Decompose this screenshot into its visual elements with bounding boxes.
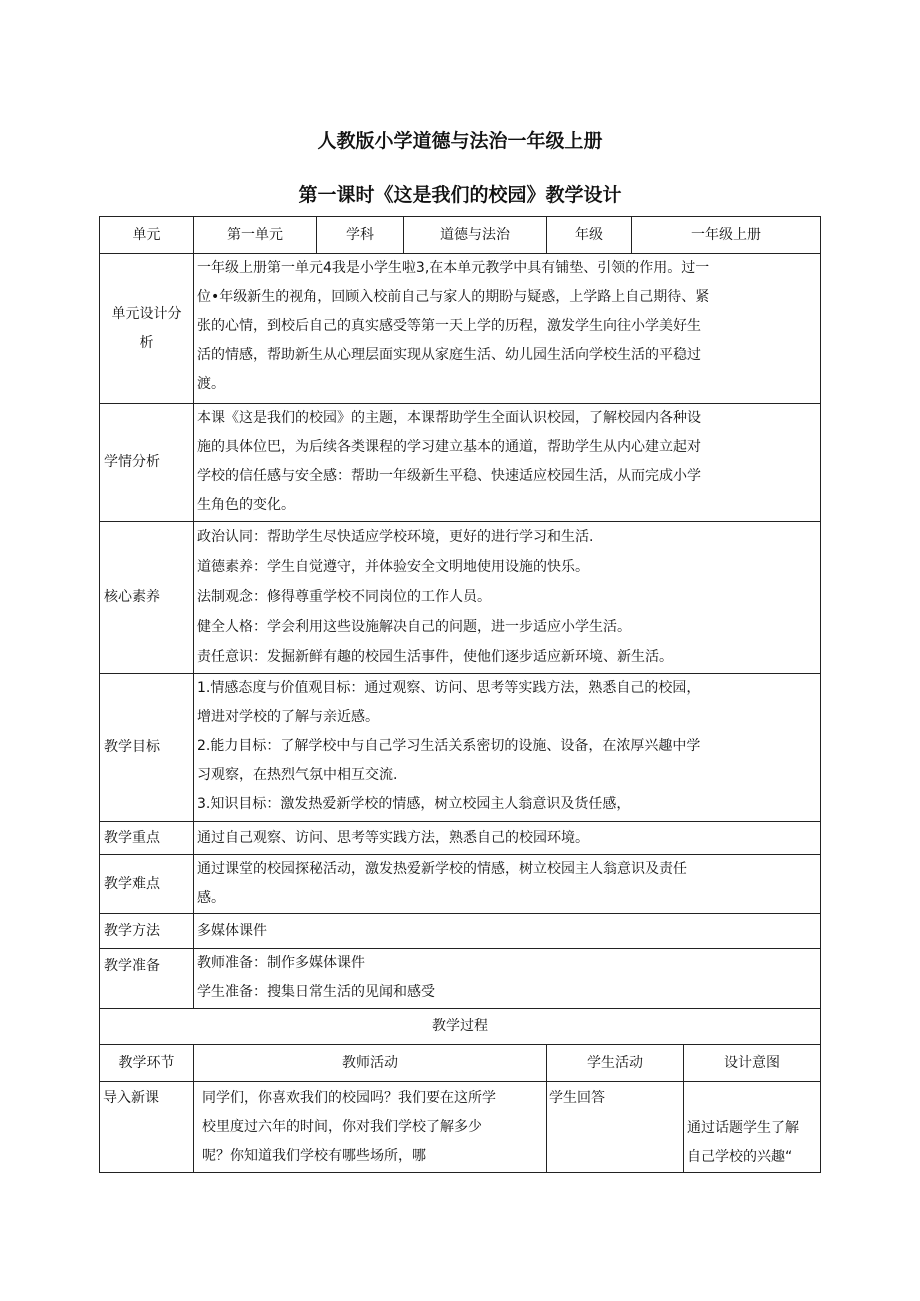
teaching-goals-text: 1.情感态度与价值观目标：通过观察、访问、思考等实践方法，熟悉自己的校园， 增进对学校的了解与亲近感。 2.能力目标：了解学校中与自己学习生活关系密切的设施、设备，在浓厚兴趣中学 习观察，在热烈气氛中相互交流. 3.知识目标：激发热爱新学校的情感，树立校园主人翁意识及货任感， <box>194 674 821 822</box>
unit-design-row <box>100 254 821 404</box>
teaching-goals-label: 教学目标 <box>100 674 194 822</box>
core-literacy-label: 核心素养 <box>100 522 194 674</box>
process-row <box>100 1082 821 1173</box>
student-header: 学生活动 <box>547 1045 684 1082</box>
process-title: 教学过程 <box>100 1009 821 1045</box>
document-subtitle: 第一课时《这是我们的校园》教学设计 <box>298 184 622 206</box>
process-header-row <box>100 1045 821 1082</box>
document-title: 人教版小学道德与法治一年级上册 <box>317 130 603 152</box>
unit-label: 单元 <box>100 217 194 254</box>
teacher-activity-cell: 同学们，你喜欢我们的校园吗？我们要在这所学 校里度过六年的时间，你对我们学校了解多少 呢？你知道我们学校有哪些场所，哪 <box>194 1082 547 1173</box>
difficulties-label: 教学难点 <box>100 855 194 914</box>
process-title-row <box>100 1009 821 1045</box>
methods-text: 多媒体课件 <box>194 914 821 949</box>
difficulties-text: 通过课堂的校园探秘活动，激发热爱新学校的情感，树立校园主人翁意识及责任 感。 <box>194 855 821 914</box>
design-intent-cell: 通过话题学生了解 自己学校的兴趣“ <box>684 1082 821 1173</box>
preparation-text: 教师准备：制作多媒体课件 学生准备：搜集日常生活的见闻和感受 <box>194 949 821 1009</box>
grade-value: 一年级上册 <box>632 217 821 254</box>
header-row <box>100 217 821 254</box>
key-points-row <box>100 822 821 855</box>
lesson-plan-table <box>99 216 821 1173</box>
stage-cell: 导入新课 <box>100 1082 194 1173</box>
grade-label: 年级 <box>547 217 632 254</box>
subject-label: 学科 <box>317 217 404 254</box>
teacher-header: 教师活动 <box>194 1045 547 1082</box>
unit-design-text: 一年级上册第一单元4我是小学生啦3,在本单元教学中具有铺垫、引领的作用。过一 位•年级新生的视角，回顾入校前自己与家人的期盼与疑惑，上学路上自己期待、紧 张的心情，到校后自己的真实感受等第一天上学的历程，激发学生向往小学美好生 活的情感，帮助新生从心理层面实现从家庭生活、幼儿园生活向学校生活的平稳过 渡。 <box>194 254 821 404</box>
intent-header: 设计意图 <box>684 1045 821 1082</box>
learning-analysis-text: 本课《这是我们的校园》的主题，本课帮助学生全面认识校园，了解校园内各种设 施的具体位巴，为后续各类课程的学习建立基本的通道，帮助学生从内心建立起对 学校的信任感与安全感：帮助一年级新生平稳、快速适应校园生活，从而完成小学 生角色的变化。 <box>194 404 821 522</box>
methods-row <box>100 914 821 949</box>
preparation-label: 教学准备 <box>100 949 194 1009</box>
key-points-text: 通过自己观察、访问、思考等实践方法，熟悉自己的校园环境。 <box>194 822 821 855</box>
core-literacy-text: 政治认同：帮助学生尽快适应学校环境，更好的进行学习和生活. 道德素养：学生自觉遵守，并体验安全文明地使用设施的快乐。 法制观念：修得尊重学校不同岗位的工作人员。 健全人格：学会利用这些设施解决自己的问题，进一步适应小学生活。 责任意识：发掘新鲜有趣的校园生活事件，使他们逐步适应新环境、新生活。 <box>194 522 821 674</box>
stage-header: 教学环节 <box>100 1045 194 1082</box>
learning-analysis-label: 学情分析 <box>100 404 194 522</box>
preparation-row <box>100 949 821 1009</box>
methods-label: 教学方法 <box>100 914 194 949</box>
learning-analysis-row <box>100 404 821 522</box>
core-literacy-row <box>100 522 821 674</box>
unit-value: 第一单元 <box>194 217 317 254</box>
unit-design-label: 单元设计分 析 <box>100 254 194 404</box>
subject-value: 道德与法治 <box>404 217 547 254</box>
difficulties-row <box>100 855 821 914</box>
teaching-goals-row <box>100 674 821 822</box>
student-activity-cell: 学生回答 <box>547 1082 684 1173</box>
key-points-label: 教学重点 <box>100 822 194 855</box>
